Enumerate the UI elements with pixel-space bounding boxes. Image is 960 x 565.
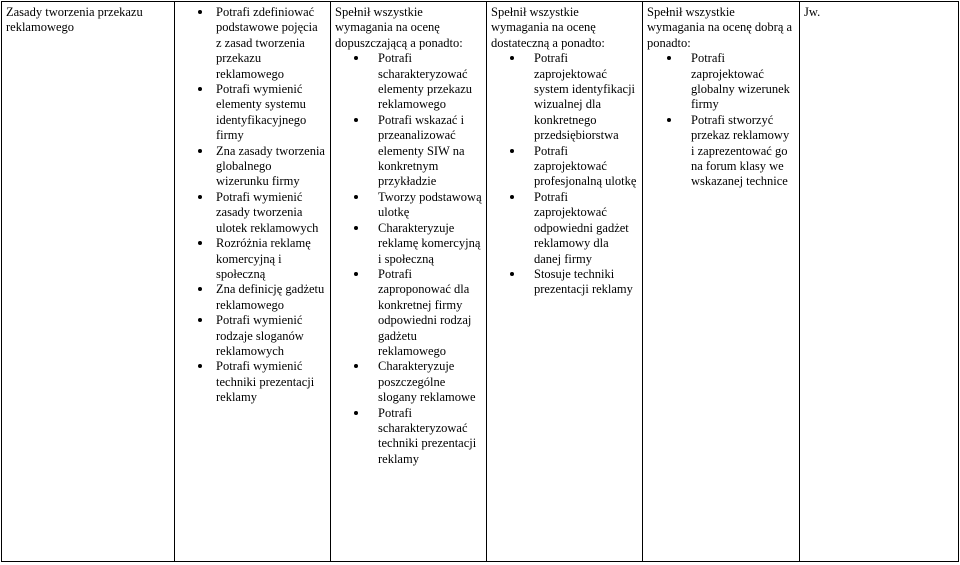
list-item: Potrafi wymienić zasady tworzenia ulotek reklamowych [197, 190, 326, 236]
requirements-list [647, 51, 795, 190]
bullet-icon [510, 149, 514, 153]
list-item: Potrafi scharakteryzować elementy przekazu reklamowego [354, 51, 482, 113]
grade-dobra-cell [487, 2, 643, 562]
bullet-icon [198, 10, 202, 14]
bullet-icon [354, 226, 358, 230]
list-item: Zna zasady tworzenia globalnego wizerunku firmy [197, 144, 326, 190]
list-item: Potrafi wymienić techniki prezentacji reklamy [197, 359, 326, 405]
grade-celujaca-cell [800, 2, 959, 562]
bullet-icon [198, 318, 202, 322]
list-item: Potrafi wymienić elementy systemu identyfikacyjnego firmy [197, 82, 326, 144]
bullet-icon [198, 287, 202, 291]
requirements-list [197, 5, 326, 406]
requirements-list [335, 51, 482, 467]
bullet-icon [354, 411, 358, 415]
list-item: Potrafi wskazać i przeanalizować elementy SIW na konkretnym przykładzie [354, 113, 482, 190]
bullet-icon [510, 195, 514, 199]
list-item: Charakteryzuje reklamę komercyjną i społeczną [354, 221, 482, 267]
bullet-icon [510, 56, 514, 60]
bullet-icon [198, 149, 202, 153]
bullet-icon [198, 195, 202, 199]
bullet-icon [354, 118, 358, 122]
list-item: Potrafi zaprojektować globalny wizerunek firmy [667, 51, 795, 113]
list-item: Potrafi zaprojektować odpowiedni gadżet reklamowy dla danej firmy [510, 190, 638, 267]
topic-text: Zasady tworzenia przekazu reklamowego [6, 5, 143, 35]
list-item: Potrafi scharakteryzować techniki prezentacji reklamy [354, 406, 482, 468]
list-item: Potrafi zaproponować dla konkretnej firmy odpowiedni rodzaj gadżetu reklamowego [354, 267, 482, 359]
list-item: Potrafi zdefiniować podstawowe pojęcia z zasad tworzenia przekazu reklamowego [197, 5, 326, 82]
list-item: Charakteryzuje poszczególne slogany reklamowe [354, 359, 482, 405]
bullet-icon [198, 241, 202, 245]
bullet-icon [510, 272, 514, 276]
bullet-icon [198, 364, 202, 368]
list-item: Rozróżnia reklamę komercyjną i społeczną [197, 236, 326, 282]
grade-lead-text: Spełnił wszystkie wymagania na ocenę dostateczną a ponadto: [491, 5, 605, 50]
grade-bardzo-dobra-cell [643, 2, 800, 562]
list-item: Potrafi zaprojektować profesjonalną ulotkę [510, 144, 638, 190]
table-row [2, 2, 959, 562]
requirements-list [491, 51, 638, 298]
list-item: Zna definicję gadżetu reklamowego [197, 282, 326, 313]
grade-dostateczna-cell [331, 2, 487, 562]
list-item: Potrafi zaprojektować system identyfikacji wizualnej dla konkretnego przedsiębiorstwa [510, 51, 638, 143]
bullet-icon [354, 195, 358, 199]
bullet-icon [354, 364, 358, 368]
list-item: Potrafi wymienić rodzaje sloganów reklamowych [197, 313, 326, 359]
requirements-table [1, 1, 959, 562]
grade-lead-text: Spełnił wszystkie wymagania na ocenę dopuszczającą a ponadto: [335, 5, 463, 50]
grade-dopuszczajaca-cell [175, 2, 331, 562]
bullet-icon [354, 272, 358, 276]
list-item: Stosuje techniki prezentacji reklamy [510, 267, 638, 298]
list-item: Tworzy podstawową ulotkę [354, 190, 482, 221]
bullet-icon [667, 118, 671, 122]
bullet-icon [354, 56, 358, 60]
bullet-icon [198, 87, 202, 91]
bullet-icon [667, 56, 671, 60]
same-as-above-text: Jw. [804, 5, 821, 19]
topic-cell [2, 2, 175, 562]
list-item: Potrafi stworzyć przekaz reklamowy i zaprezentować go na forum klasy we wskazanej technice [667, 113, 795, 190]
grade-lead-text: Spełnił wszystkie wymagania na ocenę dobrą a ponadto: [647, 5, 793, 50]
